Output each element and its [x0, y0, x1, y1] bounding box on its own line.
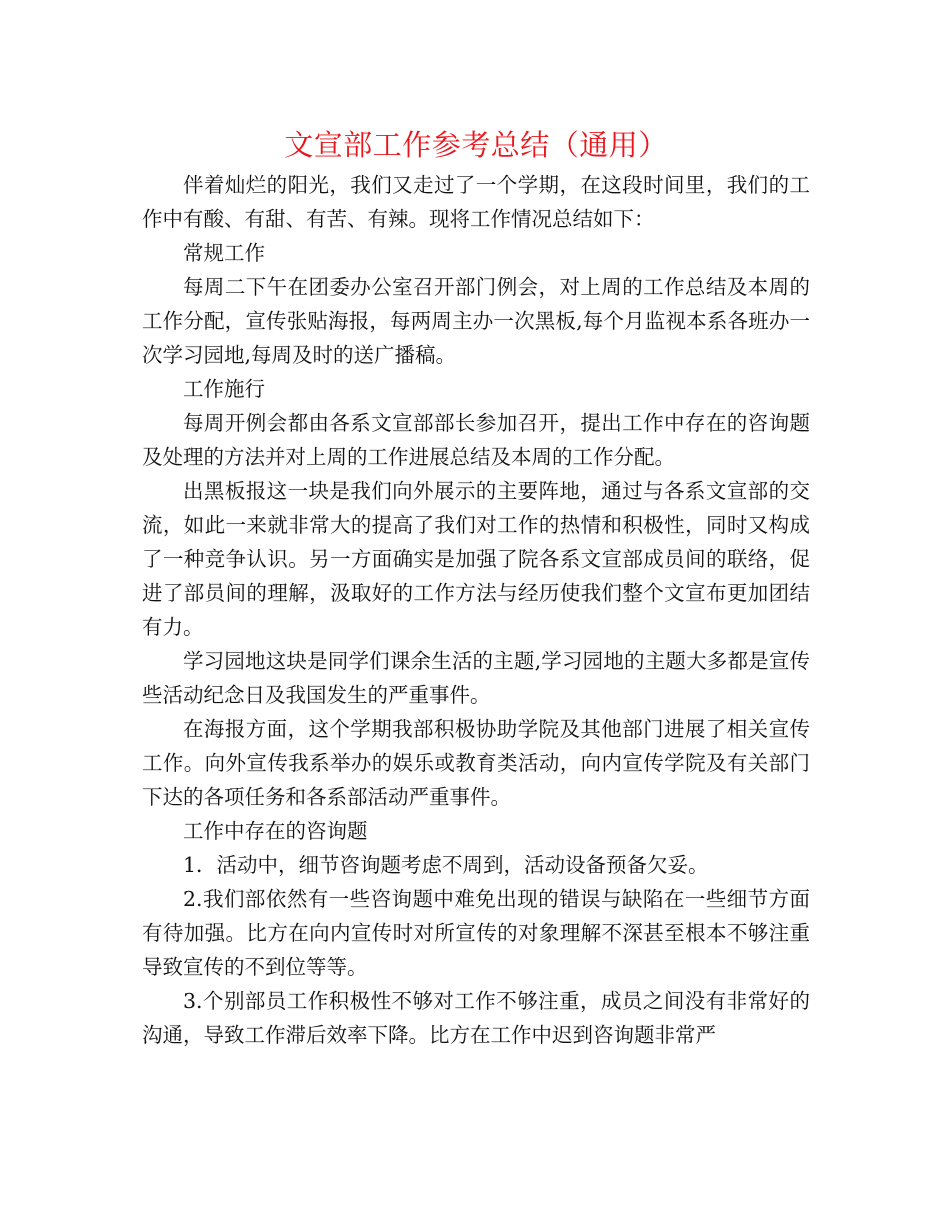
paragraph-study-garden: 学习园地这块是同学们课余生活的主题,学习园地的主题大多都是宣传些活动纪念日及我国发生的严重事件。 — [142, 649, 810, 707]
paragraph-meetings: 每周开例会都由各系文宣部部长参加召开，提出工作中存在的咨询题及处理的方法并对上周的工作进展总结及本周的工作分配。 — [142, 411, 810, 469]
section-heading-routine: 常规工作 — [183, 241, 265, 265]
paragraph-problem-1: 1．活动中，细节咨询题考虑不周到，活动设备预备欠妥。 — [183, 853, 709, 877]
paragraph-problem-3: 3.个别部员工作积极性不够对工作不够注重，成员之间没有非常好的沟通，导致工作滞后效率下降。比方在工作中迟到咨询题非常严 — [142, 989, 810, 1047]
paragraph-routine: 每周二下午在团委办公室召开部门例会，对上周的工作总结及本周的工作分配，宣传张贴海报，每两周主办一次黑板,每个月监视本系各班办一次学习园地,每周及时的送广播稿。 — [142, 275, 810, 367]
paragraph-problem-2: 2.我们部依然有一些咨询题中难免出现的错误与缺陷在一些细节方面有待加强。比方在向内宣传时对所宣传的对象理解不深甚至根本不够注重导致宣传的不到位等等。 — [142, 887, 810, 979]
section-heading-problems: 工作中存在的咨询题 — [183, 819, 368, 843]
paragraph-posters: 在海报方面，这个学期我部积极协助学院及其他部门进展了相关宣传工作。向外宣传我系举办的娱乐或教育类活动，向内宣传学院及有关部门下达的各项任务和各系部活动严重事件。 — [142, 717, 810, 809]
section-heading-implementation: 工作施行 — [183, 377, 265, 401]
document-page — [142, 122, 810, 1052]
document-title: 文宣部工作参考总结（通用） — [284, 128, 668, 162]
paragraph-blackboard: 出黑板报这一块是我们向外展示的主要阵地，通过与各系文宣部的交流，如此一来就非常大的提高了我们对工作的热情和积极性，同时又构成了一种竞争认识。另一方面确实是加强了院各系文宣部成员间的联络，促进了部员间的理解，汲取好的工作方法与经历使我们整个文宣布更加团结有力。 — [142, 479, 810, 639]
paragraph-intro: 伴着灿烂的阳光，我们又走过了一个学期，在这段时间里，我们的工作中有酸、有甜、有苦、有辣。现将工作情况总结如下： — [142, 173, 810, 231]
